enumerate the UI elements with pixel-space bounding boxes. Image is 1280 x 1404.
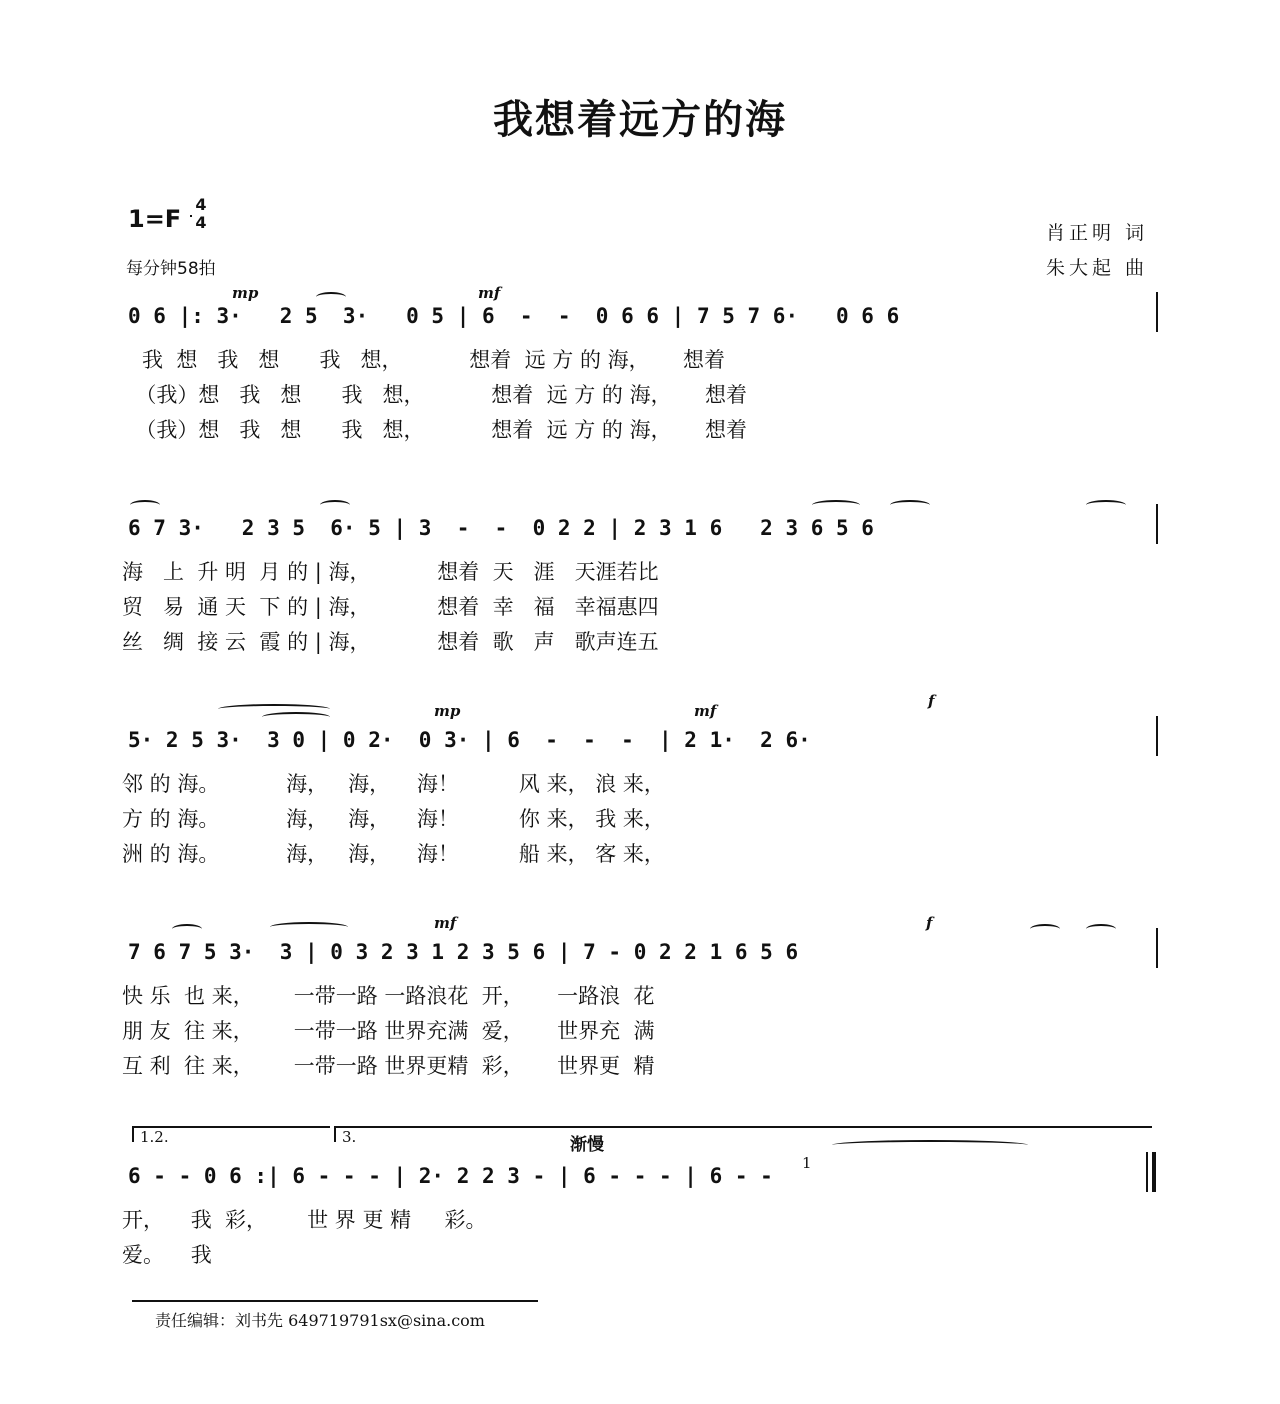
lyric-verse-1: 快 乐 也 来， 一带一路 一路浪花 开， 一路浪 花 xyxy=(122,984,655,1008)
barline xyxy=(1156,292,1158,332)
lyric-verse-1: 我 想 我 想 我 想， 想着 远 方 的 海， 想着 xyxy=(122,348,726,372)
slur-mark xyxy=(316,292,346,302)
dynamic-mark: mf xyxy=(478,284,501,302)
lyric-verse-2: 朋 友 往 来， 一带一路 世界充满 爱， 世界充 满 xyxy=(122,1019,655,1043)
notation-line: 6 7 3· 2 3 5 6· 5 | 3 - - 0 2 2 | 2 3 1 6 2 3 6 5 6 xyxy=(128,516,874,540)
barline xyxy=(1156,928,1158,968)
volta-bracket-2 xyxy=(334,1126,1152,1142)
key-signature: 1=F xyxy=(128,205,182,233)
slur-mark xyxy=(1086,924,1116,934)
footer-rule xyxy=(132,1300,538,1302)
dynamic-mark: mf xyxy=(694,702,717,720)
lyric-verse-3: （我）想 我 想 我 想， 想着 远 方 的 海， 想着 xyxy=(122,418,747,442)
dynamic-mark: f xyxy=(928,692,935,710)
lyric-verse-1: 海 上 升 明 月 的 | 海， 想着 天 涯 天涯若比 xyxy=(122,560,659,584)
grace-note: 1 xyxy=(802,1154,812,1172)
lyric-verse-2: 贸 易 通 天 下 的 | 海， 想着 幸 福 幸福惠四 xyxy=(122,595,659,619)
lyric-verse-1: 开， 我 彩， 世 界 更 精 彩。 xyxy=(122,1208,487,1232)
final-barline xyxy=(1152,1152,1156,1192)
lyric-verse-2: （我）想 我 想 我 想， 想着 远 方 的 海， 想着 xyxy=(122,383,747,407)
slur-mark xyxy=(1030,924,1060,934)
lyric-verse-2: 方 的 海。 海， 海， 海！ 你 来， 我 来， xyxy=(122,807,665,831)
lyric-verse-1: 邻 的 海。 海， 海， 海！ 风 来， 浪 来， xyxy=(122,772,665,796)
dynamic-mark: f xyxy=(926,914,933,932)
barline xyxy=(1156,716,1158,756)
volta-label-2: 3. xyxy=(342,1128,357,1146)
lyric-verse-3: 互 利 往 来， 一带一路 世界更精 彩， 世界更 精 xyxy=(122,1054,655,1078)
lyricist-credit: 肖正明 词 xyxy=(1046,222,1149,244)
notation-line: 6 - - 0 6 :| 6 - - - | 2· 2 2 3 - | 6 - - - | 6 - - xyxy=(128,1164,773,1188)
time-signature xyxy=(190,196,212,232)
score-system-2 xyxy=(0,512,1280,712)
slur-mark xyxy=(1086,500,1126,510)
dynamic-mark: mf xyxy=(434,914,457,932)
composer-credit: 朱大起 曲 xyxy=(1046,257,1149,279)
ritardando-marking: 渐慢 xyxy=(570,1135,604,1155)
lyric-verse-3: 丝 绸 接 云 霞 的 | 海， 想着 歌 声 歌声连五 xyxy=(122,630,659,654)
score-system-4 xyxy=(0,914,1280,1136)
slur-mark xyxy=(172,924,202,934)
editor-credit: 责任编辑：刘书先 649719791sx@sina.com xyxy=(155,1311,485,1330)
barline xyxy=(1146,1152,1148,1192)
time-signature-bottom: 4 xyxy=(195,213,207,232)
dynamic-mark: mp xyxy=(434,702,461,720)
slur-mark xyxy=(832,1140,1028,1150)
slur-mark xyxy=(130,500,160,510)
slur-mark xyxy=(812,500,860,510)
lyric-verse-3: 洲 的 海。 海， 海， 海！ 船 来， 客 来， xyxy=(122,842,665,866)
lyric-verse-2: 爱。 我 xyxy=(122,1243,212,1267)
time-signature-top: 4 xyxy=(195,195,207,214)
dynamic-mark: mp xyxy=(232,284,259,302)
score-system-3 xyxy=(0,692,1280,924)
slur-mark xyxy=(890,500,930,510)
tempo-marking: 每分钟58拍 xyxy=(126,259,216,279)
volta-label-1: 1.2. xyxy=(140,1128,169,1146)
slur-mark xyxy=(262,712,330,722)
score-system-1 xyxy=(0,284,1280,500)
notation-line: 5· 2 5 3· 3 0 | 0 2· 0 3· | 6 - - - | 2 1· 2 6· xyxy=(128,728,811,752)
notation-line: 0 6 |: 3· 2 5 3· 0 5 | 6 - - 0 6 6 | 7 5 7 6· 0 6 6 xyxy=(128,304,900,328)
slur-mark xyxy=(270,922,348,932)
barline xyxy=(1156,504,1158,544)
slur-mark xyxy=(320,500,350,510)
page-title: 我想着远方的海 xyxy=(493,96,787,143)
time-signature-rule xyxy=(190,215,192,217)
notation-line: 7 6 7 5 3· 3 | 0 3 2 3 1 2 3 5 6 | 7 - 0 2 2 1 6 5 6 xyxy=(128,940,799,964)
